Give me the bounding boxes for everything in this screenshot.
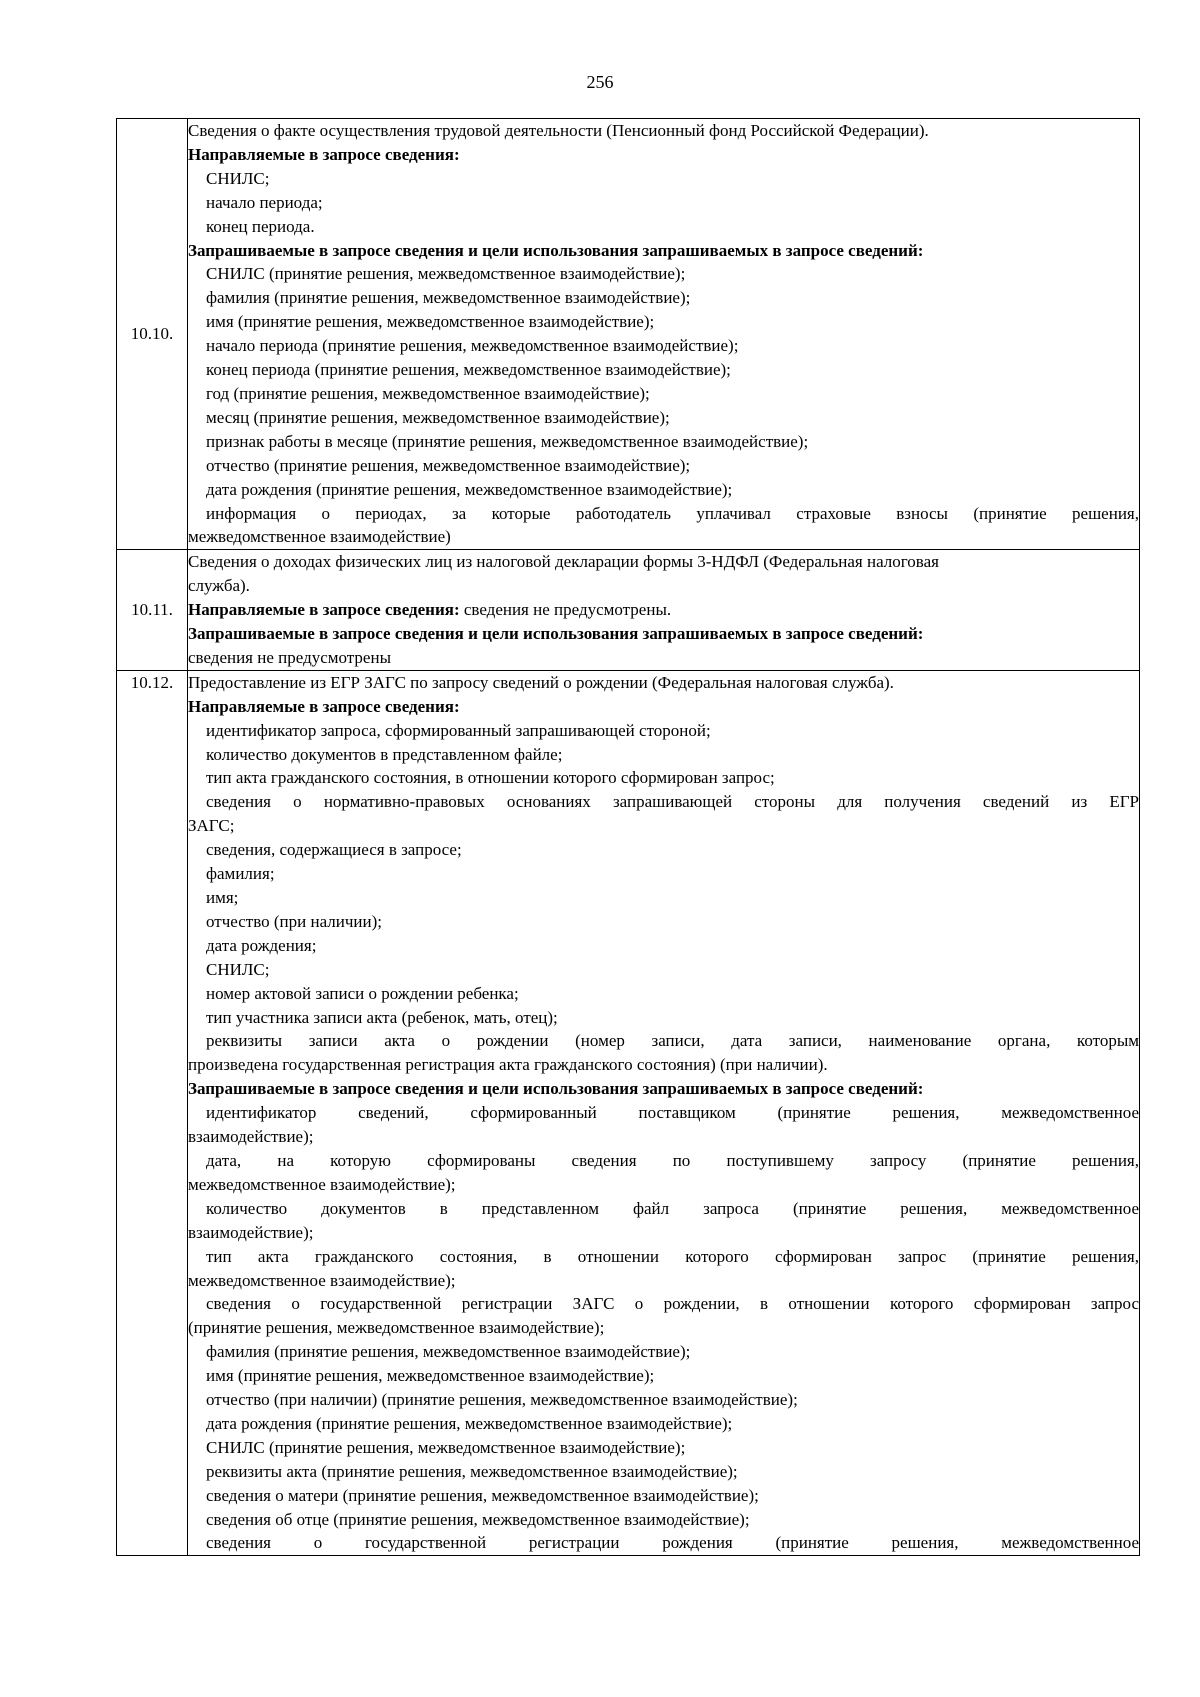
content-line: сведения не предусмотрены bbox=[188, 647, 391, 667]
content-line: (принятие решения, межведомственное взаимодействие); bbox=[188, 1318, 605, 1338]
content-line: Предоставление из ЕГР ЗАГС по запросу сведений о рождении (Федеральная налоговая служба). bbox=[188, 672, 894, 692]
content-line: реквизиты записи акта о рождении (номер записи, дата записи, наименование органа, которым bbox=[206, 1031, 1139, 1051]
content-line: сведения об отце (принятие решения, межведомственное взаимодействие); bbox=[206, 1509, 750, 1529]
content-line: месяц (принятие решения, межведомственное взаимодействие); bbox=[206, 407, 670, 427]
content-line: СНИЛС; bbox=[206, 959, 270, 979]
content-line: тип акта гражданского состояния, в отношении которого сформирован запрос (принятие решения, bbox=[206, 1246, 1139, 1266]
row-content bbox=[188, 670, 1140, 1556]
content-line: конец периода (принятие решения, межведомственное взаимодействие); bbox=[206, 360, 731, 380]
content-line: фамилия (принятие решения, межведомственное взаимодействие); bbox=[206, 1342, 691, 1362]
content-line: начало периода; bbox=[206, 192, 323, 212]
row-number: 10.12. bbox=[117, 670, 188, 1556]
content-line: взаимодействие); bbox=[188, 1222, 314, 1242]
content-line: имя (принятие решения, межведомственное взаимодействие); bbox=[206, 1366, 655, 1386]
content-line: сведения о государственной регистрации рождения (принятие решения, межведомственное bbox=[206, 1533, 1139, 1553]
content-line: ЗАГС; bbox=[188, 816, 235, 836]
content-line: СНИЛС (принятие решения, межведомственное взаимодействие); bbox=[206, 264, 686, 284]
row-number: 10.10. bbox=[117, 119, 188, 550]
row-content bbox=[188, 119, 1140, 550]
content-line: дата, на которую сформированы сведения по поступившему запросу (принятие решения, bbox=[206, 1150, 1139, 1170]
content-line: межведомственное взаимодействие); bbox=[188, 1270, 456, 1290]
content-line: отчество (принятие решения, межведомственное взаимодействие); bbox=[206, 455, 691, 475]
content-line: сведения о нормативно-правовых основаниях запрашивающей стороны для получения сведений из ЕГР bbox=[206, 792, 1139, 812]
content-line: реквизиты акта (принятие решения, межведомственное взаимодействие); bbox=[206, 1461, 738, 1481]
content-line: фамилия; bbox=[206, 864, 275, 884]
content-line: межведомственное взаимодействие) bbox=[188, 527, 451, 547]
section-heading: Запрашиваемые в запросе сведения и цели использования запрашиваемых в запросе сведений: bbox=[188, 1079, 924, 1099]
content-line: Сведения о доходах физических лиц из налоговой декларации формы 3-НДФЛ (Федеральная налоговая bbox=[188, 552, 939, 572]
content-line: количество документов в представленном файл запроса (принятие решения, межведомственное bbox=[206, 1198, 1139, 1218]
content-line: отчество (при наличии) (принятие решения, межведомственное взаимодействие); bbox=[206, 1390, 798, 1410]
content-line: тип участника записи акта (ребенок, мать, отец); bbox=[206, 1007, 558, 1027]
content-line: имя; bbox=[206, 888, 239, 907]
section-heading: Направляемые в запросе сведения: bbox=[188, 144, 460, 164]
content-line: дата рождения (принятие решения, межведомственное взаимодействие); bbox=[206, 1413, 733, 1433]
section-heading-value: сведения не предусмотрены. bbox=[459, 600, 672, 620]
table-row bbox=[117, 670, 1140, 1556]
content-line: год (принятие решения, межведомственное взаимодействие); bbox=[206, 383, 650, 403]
row-number: 10.11. bbox=[117, 550, 188, 671]
content-line: количество документов в представленном файле; bbox=[206, 744, 563, 764]
content-line: межведомственное взаимодействие); bbox=[188, 1174, 456, 1194]
content-line: отчество (при наличии); bbox=[206, 911, 382, 931]
content-line: конец периода. bbox=[206, 216, 315, 236]
section-heading bbox=[188, 598, 1139, 622]
content-line: фамилия (принятие решения, межведомственное взаимодействие); bbox=[206, 288, 691, 308]
table-row bbox=[117, 550, 1140, 671]
section-heading: Направляемые в запросе сведения: bbox=[188, 696, 460, 716]
row-content bbox=[188, 550, 1140, 671]
content-line: имя (принятие решения, межведомственное взаимодействие); bbox=[206, 312, 655, 332]
content-line: начало периода (принятие решения, межведомственное взаимодействие); bbox=[206, 336, 739, 356]
section-heading-label: Направляемые в запросе сведения: bbox=[188, 600, 460, 620]
content-line: идентификатор сведений, сформированный поставщиком (принятие решения, межведомственное bbox=[206, 1103, 1139, 1123]
content-line: сведения, содержащиеся в запросе; bbox=[206, 840, 462, 860]
content-line: идентификатор запроса, сформированный запрашивающей стороной; bbox=[206, 720, 711, 740]
content-line: Сведения о факте осуществления трудовой деятельности (Пенсионный фонд Российской Федерации). bbox=[188, 121, 929, 140]
content-line: дата рождения; bbox=[206, 935, 317, 955]
content-line: СНИЛС (принятие решения, межведомственное взаимодействие); bbox=[206, 1437, 686, 1457]
content-line: информация о периодах, за которые работодатель уплачивал страховые взносы (принятие решения, bbox=[206, 503, 1139, 523]
content-line: тип акта гражданского состояния, в отношении которого сформирован запрос; bbox=[206, 768, 775, 788]
content-line: взаимодействие); bbox=[188, 1127, 314, 1147]
section-heading: Запрашиваемые в запросе сведения и цели использования запрашиваемых в запросе сведений: bbox=[188, 240, 924, 260]
content-line: сведения о государственной регистрации ЗАГС о рождении, в отношении которого сформирован запрос bbox=[206, 1294, 1139, 1314]
section-heading: Запрашиваемые в запросе сведения и цели использования запрашиваемых в запросе сведений: bbox=[188, 624, 924, 644]
page-number: 256 bbox=[586, 72, 614, 92]
table-row bbox=[117, 119, 1140, 550]
content-line: служба). bbox=[188, 576, 250, 596]
content-line: СНИЛС; bbox=[206, 168, 270, 188]
content-line: дата рождения (принятие решения, межведомственное взаимодействие); bbox=[206, 479, 733, 499]
content-line: номер актовой записи о рождении ребенка; bbox=[206, 983, 519, 1003]
content-line: признак работы в месяце (принятие решения, межведомственное взаимодействие); bbox=[206, 431, 809, 451]
content-line: произведена государственная регистрация акта гражданского состояния) (при наличии). bbox=[188, 1055, 828, 1075]
requirements-table bbox=[116, 118, 1140, 1556]
content-line: сведения о матери (принятие решения, межведомственное взаимодействие); bbox=[206, 1485, 759, 1505]
